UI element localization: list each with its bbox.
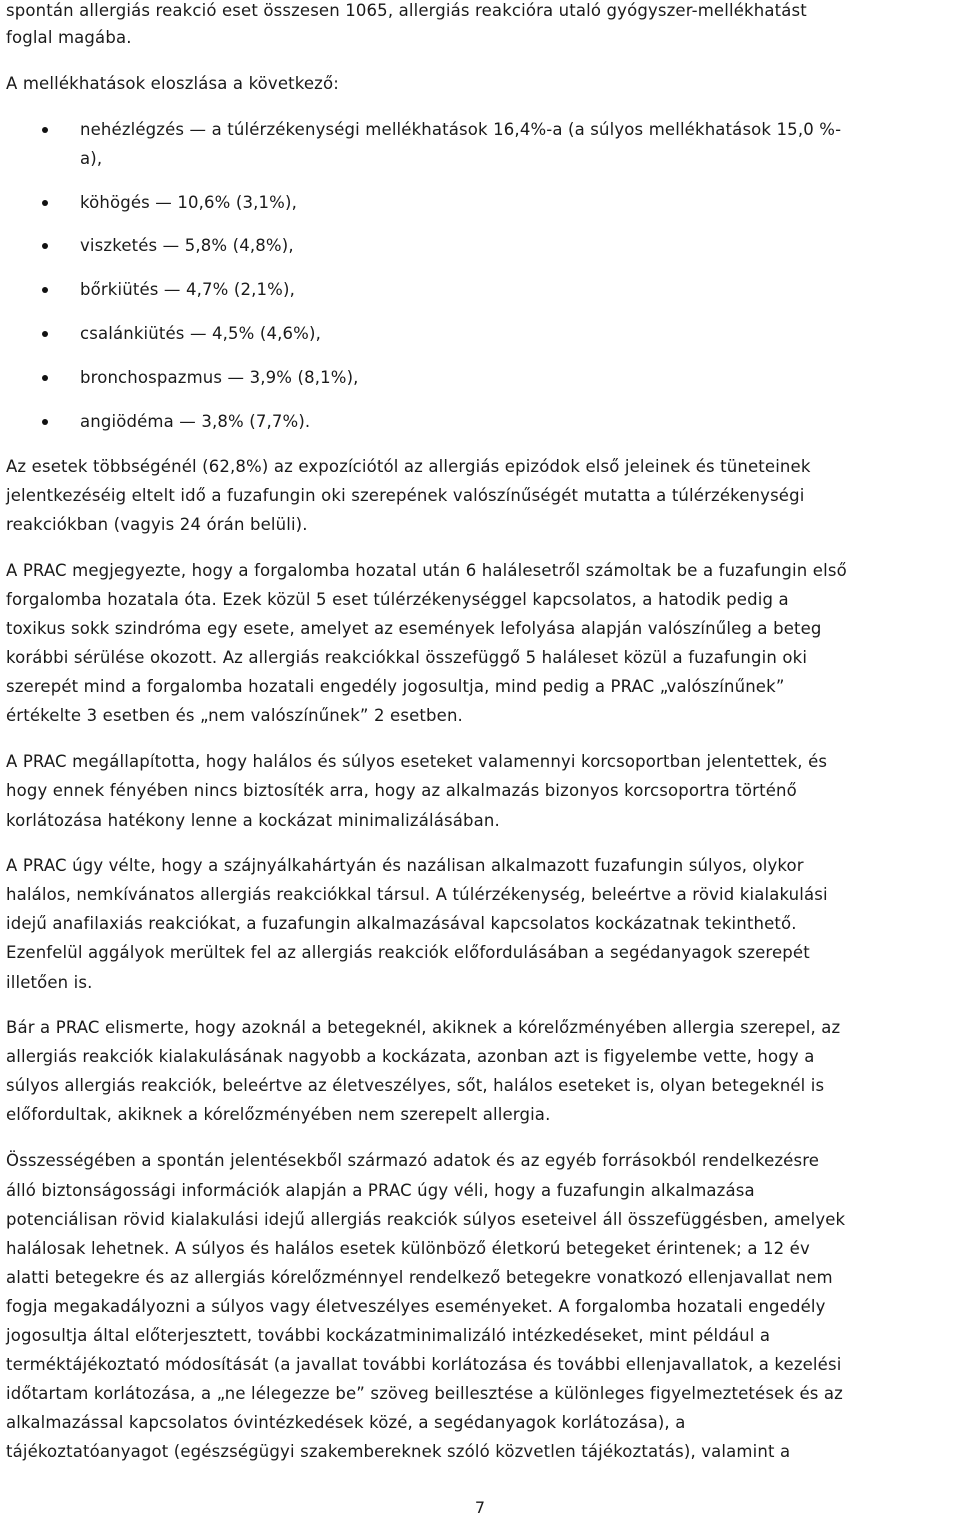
paragraph-line: szerepét mind a forgalomba hozatali engedély jogosultja, mind pedig a PRAC „valószínűnek” <box>6 677 785 696</box>
list-item-text: csalánkiütés — 4,5% (4,6%), <box>80 324 321 343</box>
paragraph-line: tájékoztatóanyagot (egészségügyi szakembereknek szóló közvetlen tájékoztatás), valamint a <box>6 1442 791 1461</box>
paragraph-line: jelentkezéséig eltelt idő a fuzafungin oki szerepének valószínűségét mutatta a túlérzékenységi <box>6 486 805 505</box>
paragraph-line: Ezenfelül aggályok merültek fel az allergiás reakciók előfordulásában a segédanyagok szerepét <box>6 943 810 962</box>
page-number: 7 <box>474 1498 486 1517</box>
bullet-icon <box>42 127 48 133</box>
bullet-icon <box>42 243 48 249</box>
paragraph-line: Bár a PRAC elismerte, hogy azoknál a betegeknél, akiknek a kórelőzményében allergia szerepel, az <box>6 1018 841 1037</box>
paragraph-line: alatti betegekre és az allergiás kórelőzménnyel rendelkező betegekre vonatkozó ellenjavallat nem <box>6 1268 833 1287</box>
paragraph-line: előfordultak, akiknek a kórelőzményében nem szerepelt allergia. <box>6 1105 551 1124</box>
paragraph-line: jogosultja által előterjesztett, további kockázatminimalizáló intézkedéseket, mint például a <box>6 1326 771 1345</box>
paragraph-line: alkalmazással kapcsolatos óvintézkedések közé, a segédanyagok korlátozása), a <box>6 1413 686 1432</box>
paragraph-line: halálosak lehetnek. A súlyos és halálos esetek különböző életkorú betegeket érintenek; a 12 év <box>6 1239 810 1258</box>
paragraph-line: A PRAC úgy vélte, hogy a szájnyálkahártyán és nazálisan alkalmazott fuzafungin súlyos, olykor <box>6 856 804 875</box>
list-item-text: bronchospazmus — 3,9% (8,1%), <box>80 368 359 387</box>
paragraph-line: Összességében a spontán jelentésekből származó adatok és az egyéb forrásokból rendelkezésre <box>6 1151 820 1170</box>
bullet-icon <box>42 419 48 425</box>
paragraph-line: A PRAC megjegyezte, hogy a forgalomba hozatal után 6 halálesetről számoltak be a fuzafungin első <box>6 561 847 580</box>
paragraph-line: potenciálisan rövid kialakulási idejű allergiás reakciók súlyos eseteivel áll összefüggésben, amelyek <box>6 1210 846 1229</box>
list-item-text: viszketés — 5,8% (4,8%), <box>80 236 294 255</box>
paragraph-line: reakciókban (vagyis 24 órán belüli). <box>6 515 308 534</box>
intro-line: spontán allergiás reakció eset összesen 1065, allergiás reakcióra utaló gyógyszer-mellékhatást <box>6 1 807 20</box>
paragraph-line: illetően is. <box>6 973 93 992</box>
bullet-icon <box>42 375 48 381</box>
paragraph-line: halálos, nemkívánatos allergiás reakciókkal társul. A túlérzékenység, beleértve a rövid kialakulási <box>6 885 828 904</box>
paragraph-line: fogja megakadályozni a súlyos vagy életveszélyes eseményeket. A forgalomba hozatali engedély <box>6 1297 826 1316</box>
paragraph-line: álló biztonságossági információk alapján a PRAC úgy véli, hogy a fuzafungin alkalmazása <box>6 1181 755 1200</box>
paragraph-line: A PRAC megállapította, hogy halálos és súlyos eseteket valamennyi korcsoportban jelentettek, és <box>6 752 828 771</box>
paragraph-line: forgalomba hozatala óta. Ezek közül 5 eset túlérzékenységgel kapcsolatos, a hatodik pedig a <box>6 590 789 609</box>
paragraph-line: korábbi sérülése okozott. Az allergiás reakciókkal összefüggő 5 haláleset közül a fuzafungin oki <box>6 648 808 667</box>
paragraph-line: terméktájékoztató módosítását (a javallat további korlátozása és további ellenjavallatok, a kezelési <box>6 1355 842 1374</box>
distribution-heading: A mellékhatások eloszlása a következő: <box>6 74 339 93</box>
list-item-text: a), <box>80 149 103 168</box>
list-item-text: bőrkiütés — 4,7% (2,1%), <box>80 280 295 299</box>
paragraph-line: értékelte 3 esetben és „nem valószínűnek” 2 esetben. <box>6 706 463 725</box>
list-item-text: köhögés — 10,6% (3,1%), <box>80 193 297 212</box>
paragraph-line: toxikus sokk szindróma egy esete, amelyet az események lefolyása alapján valószínűleg a beteg <box>6 619 822 638</box>
list-item-text: angiödéma — 3,8% (7,7%). <box>80 412 311 431</box>
paragraph-line: Az esetek többségénél (62,8%) az expozíciótól az allergiás epizódok első jeleinek és tüneteinek <box>6 457 811 476</box>
paragraph-line: idejű anafilaxiás reakciókat, a fuzafungin alkalmazásával kapcsolatos kockázatnak tekinthető. <box>6 914 797 933</box>
intro-line: foglal magába. <box>6 28 132 47</box>
bullet-icon <box>42 200 48 206</box>
paragraph-line: hogy ennek fényében nincs biztosíték arra, hogy az alkalmazás bizonyos korcsoportra történő <box>6 781 797 800</box>
bullet-icon <box>42 287 48 293</box>
paragraph-line: időtartam korlátozása, a „ne lélegezze be” szöveg beillesztése a különleges figyelmeztetések és az <box>6 1384 843 1403</box>
paragraph-line: súlyos allergiás reakciók, beleértve az életveszélyes, sőt, halálos eseteket is, olyan betegeknél is <box>6 1076 825 1095</box>
bullet-icon <box>42 331 48 337</box>
paragraph-line: allergiás reakciók kialakulásának nagyobb a kockázata, azonban azt is figyelembe vette, hogy a <box>6 1047 815 1066</box>
paragraph-line: korlátozása hatékony lenne a kockázat minimalizálásában. <box>6 811 500 830</box>
list-item-text: nehézlégzés — a túlérzékenységi mellékhatások 16,4%-a (a súlyos mellékhatások 15,0 %- <box>80 120 842 139</box>
